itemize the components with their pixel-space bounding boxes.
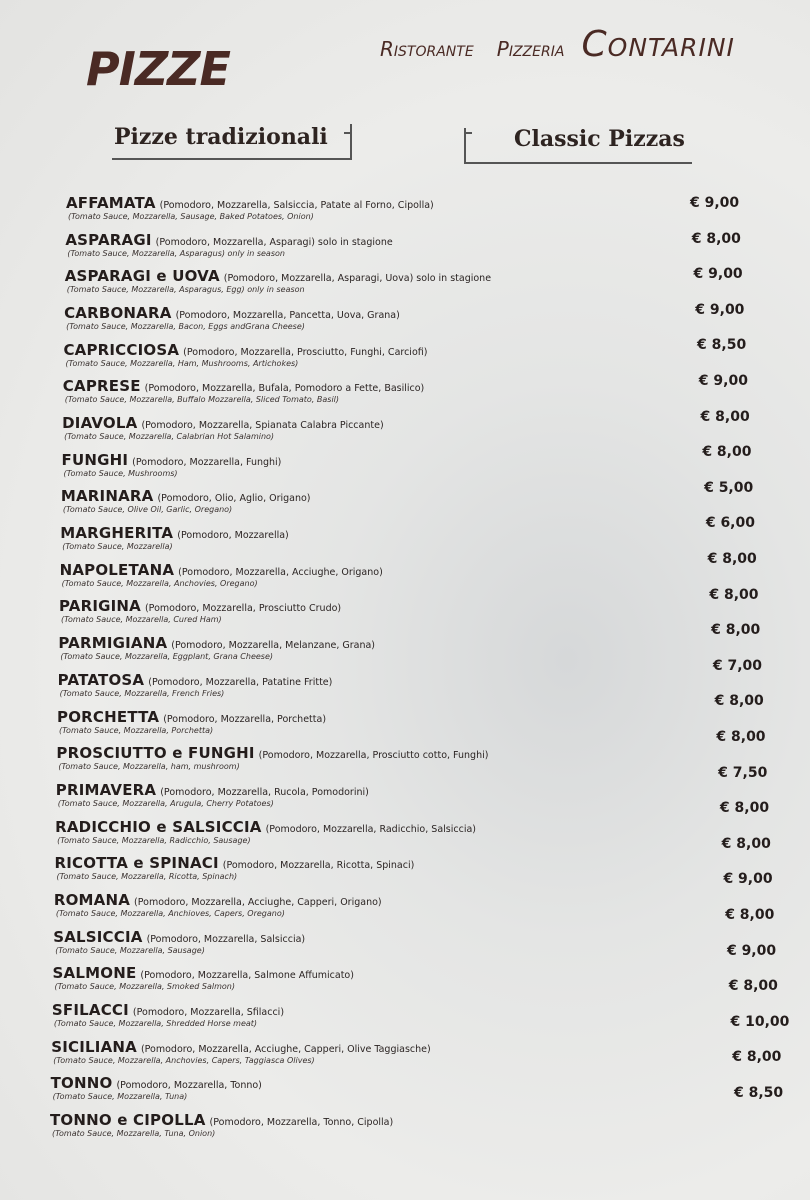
pizza-price: € 9,00 <box>693 266 743 283</box>
menu-item <box>53 963 810 997</box>
menu-item-line <box>66 193 434 212</box>
menu-item-line <box>54 853 414 872</box>
pizza-price: € 6,00 <box>705 515 755 532</box>
section-title-english: Classic Pizzas <box>514 126 685 152</box>
pizza-ingredients-english: (Tomato Sauce, Mozzarella, Sausage) <box>55 945 205 955</box>
pizza-ingredients: (Pomodoro, Mozzarella, Salsiccia) <box>146 933 306 945</box>
pizza-name: SALSICCIA <box>53 927 143 946</box>
menu-item-line <box>56 780 369 799</box>
pizza-ingredients: (Pomodoro, Mozzarella, Prosciutto cotto, Funghi) <box>258 750 489 762</box>
pizza-price: € 9,00 <box>698 373 748 389</box>
pizza-name: PROSCIUTTO e FUNGHI <box>56 744 255 763</box>
pizza-name: ASPARAGI e UOVA <box>64 267 220 286</box>
menu-item <box>54 853 810 887</box>
pizza-price: € 9,00 <box>726 942 777 959</box>
menu-item <box>62 450 810 484</box>
pizza-price: € 8,00 <box>711 622 761 639</box>
pizza-ingredients: (Pomodoro, Mozzarella, Tonno) <box>116 1080 262 1092</box>
menu-item <box>60 523 810 557</box>
menu-item-line <box>58 633 375 652</box>
pizza-ingredients: (Pomodoro, Mozzarella, Radicchio, Salsiccia) <box>265 823 476 835</box>
pizza-price: € 8,00 <box>702 444 752 461</box>
pizza-ingredients: (Pomodoro, Mozzarella, Bufala, Pomodoro a Fette, Basilico) <box>144 383 425 395</box>
pizza-price: € 8,00 <box>707 551 757 567</box>
menu-item-line <box>51 1073 262 1092</box>
pizza-ingredients: (Pomodoro, Mozzarella, Prosciutto, Funghi, Carciofi) <box>183 346 428 358</box>
menu-item-line <box>53 927 305 946</box>
menu-item <box>55 817 810 851</box>
pizza-ingredients: (Pomodoro, Mozzarella, Acciughe, Capperi, Origano) <box>134 896 382 908</box>
pizza-ingredients: (Pomodoro, Mozzarella, Pancetta, Uova, Grana) <box>175 310 400 322</box>
menu-item-line <box>51 1037 430 1056</box>
menu-item <box>51 1073 810 1107</box>
pizza-ingredients-english: (Tomato Sauce, Mozzarella, Cured Ham) <box>60 615 222 625</box>
pizza-ingredients: (Pomodoro, Mozzarella, Asparagi, Uova) solo in stagione <box>223 273 492 285</box>
menu-item <box>53 927 810 961</box>
pizza-ingredients-english: (Tomato Sauce, Mozzarella, Arugula, Cherry Potatoes) <box>57 798 274 808</box>
menu-item <box>55 780 810 817</box>
brand-pizzeria: Pizzeria <box>496 37 565 61</box>
menu-item <box>57 707 810 741</box>
pizza-price: € 8,00 <box>728 978 778 995</box>
pizza-name: SICILIANA <box>51 1037 137 1056</box>
pizza-ingredients: (Pomodoro, Mozzarella, Rucola, Pomodorini) <box>160 786 369 798</box>
pizza-price: € 8,50 <box>697 337 747 354</box>
menu-item-line <box>63 340 427 359</box>
pizza-name: TONNO e CIPOLLA <box>50 1111 206 1129</box>
page-title: PIZZE <box>86 42 230 96</box>
pizza-ingredients: (Pomodoro, Mozzarella, Patatine Fritte) <box>148 676 333 688</box>
pizza-ingredients: (Pomodoro, Mozzarella, Tonno, Cipolla) <box>209 1117 394 1128</box>
pizza-price: € 8,00 <box>714 693 764 710</box>
pizza-price: € 8,00 <box>721 835 771 852</box>
menu-item <box>59 596 810 630</box>
menu-item-line <box>53 963 354 982</box>
menu-item-line <box>65 230 392 249</box>
pizza-ingredients-english: (Tomato Sauce, Mozzarella, Eggplant, Grana Cheese) <box>60 652 274 662</box>
pizza-ingredients: (Pomodoro, Mozzarella, Spianata Calabra Piccante) <box>141 420 384 432</box>
pizza-ingredients-english: (Tomato Sauce, Mozzarella, Asparagus, Egg) only in season <box>66 285 305 295</box>
pizza-name: MARINARA <box>60 487 154 506</box>
pizza-price: € 9,00 <box>690 195 740 211</box>
pizza-price: € 9,00 <box>723 871 773 888</box>
pizza-ingredients-english: (Tomato Sauce, Mozzarella, Buffalo Mozzarella, Sliced Tomato, Basil) <box>64 395 340 405</box>
menu-item-line <box>61 486 311 505</box>
pizza-ingredients: (Pomodoro, Mozzarella, Acciughe, Origano) <box>178 566 383 578</box>
pizza-ingredients: (Pomodoro, Mozzarella, Prosciutto Crudo) <box>144 603 342 615</box>
menu-item-line <box>62 450 282 469</box>
pizza-ingredients: (Pomodoro, Olio, Aglio, Origano) <box>157 493 311 505</box>
menu-item-line <box>52 1000 284 1019</box>
pizza-ingredients-english: (Tomato Sauce, Mozzarella, French Fries) <box>59 688 225 698</box>
pizza-ingredients-english: (Tomato Sauce, Mozzarella, Tuna) <box>52 1092 188 1102</box>
pizza-name: FUNGHI <box>61 450 129 469</box>
pizza-ingredients-english: (Tomato Sauce, Olive Oil, Garlic, Oregano) <box>62 505 233 515</box>
pizza-name: SFILACCI <box>51 1000 129 1019</box>
pizza-name: PATATOSA <box>57 670 145 689</box>
brand-name: Contarini <box>581 24 735 65</box>
pizza-name: CAPRICCIOSA <box>63 340 180 359</box>
pizza-ingredients-english: (Tomato Sauce, Mozzarella, Shredded Horse meat) <box>53 1018 258 1028</box>
menu-item <box>54 890 810 924</box>
pizza-ingredients: (Pomodoro, Mozzarella, Salsiccia, Patate al Forno, Cipolla) <box>159 200 434 211</box>
menu-item <box>52 1000 810 1034</box>
menu-item-line <box>62 413 384 432</box>
menu-item-line <box>56 743 488 762</box>
pizza-ingredients: (Pomodoro, Mozzarella) <box>177 530 289 542</box>
pizza-ingredients: (Pomodoro, Mozzarella, Asparagi) solo in stagione <box>155 236 393 248</box>
menu-item <box>51 1037 810 1071</box>
pizza-ingredients: (Pomodoro, Mozzarella, Melanzane, Grana) <box>171 640 375 652</box>
pizza-ingredients-english: (Tomato Sauce, Mozzarella, Porchetta) <box>59 725 214 735</box>
pizza-ingredients-english: (Tomato Sauce, Mushrooms) <box>63 468 178 478</box>
pizza-ingredients: (Pomodoro, Mozzarella, Salmone Affumicato) <box>140 970 354 982</box>
pizza-price: € 8,00 <box>691 230 741 247</box>
pizza-name: PARMIGIANA <box>58 634 168 653</box>
menu-item-line <box>55 817 476 836</box>
menu-item-line <box>59 596 341 615</box>
pizza-ingredients: (Pomodoro, Mozzarella, Ricotta, Spinaci) <box>222 860 415 872</box>
menu-item <box>58 670 810 704</box>
menu-item-line <box>57 707 326 726</box>
pizza-price: € 8,00 <box>732 1049 782 1066</box>
pizza-name: ASPARAGI <box>65 230 152 249</box>
pizza-name: AFFAMATA <box>66 194 156 212</box>
pizza-ingredients-english: (Tomato Sauce, Mozzarella, Anchovies, Oregano) <box>61 578 258 588</box>
pizza-name: CAPRESE <box>62 377 141 396</box>
pizza-ingredients-english: (Tomato Sauce, Mozzarella, Radicchio, Sausage) <box>57 835 251 845</box>
pizza-name: NAPOLETANA <box>59 560 175 579</box>
pizza-name: PRIMAVERA <box>55 780 157 799</box>
pizza-price: € 8,00 <box>725 907 775 923</box>
pizza-ingredients-english: (Tomato Sauce, Mozzarella, Bacon, Eggs andGrana Cheese) <box>66 322 305 332</box>
pizza-name: RICOTTA e SPINACI <box>54 854 219 873</box>
menu-item-line <box>64 303 400 322</box>
pizza-price: € 10,00 <box>730 1013 790 1030</box>
pizza-price: € 7,00 <box>712 657 763 674</box>
pizza-name: PORCHETTA <box>57 707 160 726</box>
pizza-ingredients: (Pomodoro, Mozzarella, Sfilacci) <box>132 1006 285 1018</box>
pizza-name: CARBONARA <box>64 304 172 323</box>
pizza-ingredients-english: (Tomato Sauce, Mozzarella) <box>62 542 173 552</box>
pizza-name: MARGHERITA <box>60 524 174 543</box>
pizza-price: € 8,00 <box>719 800 770 817</box>
menu-item <box>61 486 810 520</box>
pizza-price: € 8,00 <box>716 729 766 745</box>
pizza-price: € 8,00 <box>709 586 759 603</box>
pizza-ingredients: (Pomodoro, Mozzarella, Funghi) <box>132 456 282 468</box>
menu-item <box>62 413 810 447</box>
menu-item-line <box>50 1110 393 1129</box>
pizza-ingredients-english: (Tomato Sauce, Mozzarella, Ricotta, Spinach) <box>56 872 238 882</box>
pizza-price: € 8,50 <box>734 1085 784 1101</box>
pizza-ingredients-english: (Tomato Sauce, Mozzarella, Anchioves, Capers, Oregano) <box>55 908 285 918</box>
menu-item-line <box>65 266 491 285</box>
menu-item-line <box>60 523 289 542</box>
pizza-name: TONNO <box>50 1074 113 1093</box>
menu-item-line <box>63 376 424 395</box>
pizza-ingredients-english: (Tomato Sauce, Mozzarella, Sausage, Baked Potatoes, Onion) <box>68 212 314 221</box>
pizza-ingredients: (Pomodoro, Mozzarella, Porchetta) <box>163 713 327 725</box>
pizza-name: ROMANA <box>53 890 131 909</box>
pizza-ingredients-english: (Tomato Sauce, Mozzarella, Asparagus) only in season <box>67 248 285 258</box>
pizza-ingredients: (Pomodoro, Mozzarella, Acciughe, Capperi, Olive Taggiasche) <box>140 1043 431 1055</box>
pizza-name: DIAVOLA <box>62 414 138 433</box>
pizza-ingredients-english: (Tomato Sauce, Mozzarella, Calabrian Hot Salamino) <box>64 432 275 442</box>
menu-item <box>56 743 810 777</box>
pizza-name: PARIGINA <box>58 597 141 616</box>
pizza-ingredients-english: (Tomato Sauce, Mozzarella, Ham, Mushrooms, Artichokes) <box>65 358 299 368</box>
brand-ristorante: Ristorante <box>380 37 474 61</box>
pizza-price: € 7,50 <box>718 764 768 781</box>
section-title-italian: Pizze tradizionali <box>114 124 328 150</box>
menu-item-line <box>60 560 383 579</box>
menu-item <box>58 633 810 667</box>
pizza-ingredients-english: (Tomato Sauce, Mozzarella, ham, mushroom) <box>58 762 240 772</box>
menu-item-line <box>58 670 333 689</box>
menu-item-line <box>54 890 382 909</box>
pizza-price: € 5,00 <box>704 479 754 496</box>
pizza-name: RADICCHIO e SALSICCIA <box>55 817 262 836</box>
pizza-ingredients-english: (Tomato Sauce, Mozzarella, Anchovies, Capers, Taggiasca Olives) <box>53 1055 315 1065</box>
menu-item <box>60 560 810 594</box>
pizza-price: € 8,00 <box>700 408 750 425</box>
menu-item <box>50 1110 810 1144</box>
pizza-price: € 9,00 <box>695 301 745 318</box>
pizza-ingredients-english: (Tomato Sauce, Mozzarella, Smoked Salmon) <box>54 982 235 992</box>
pizza-name: SALMONE <box>52 964 137 983</box>
pizza-ingredients-english: (Tomato Sauce, Mozzarella, Tuna, Onion) <box>52 1129 216 1138</box>
